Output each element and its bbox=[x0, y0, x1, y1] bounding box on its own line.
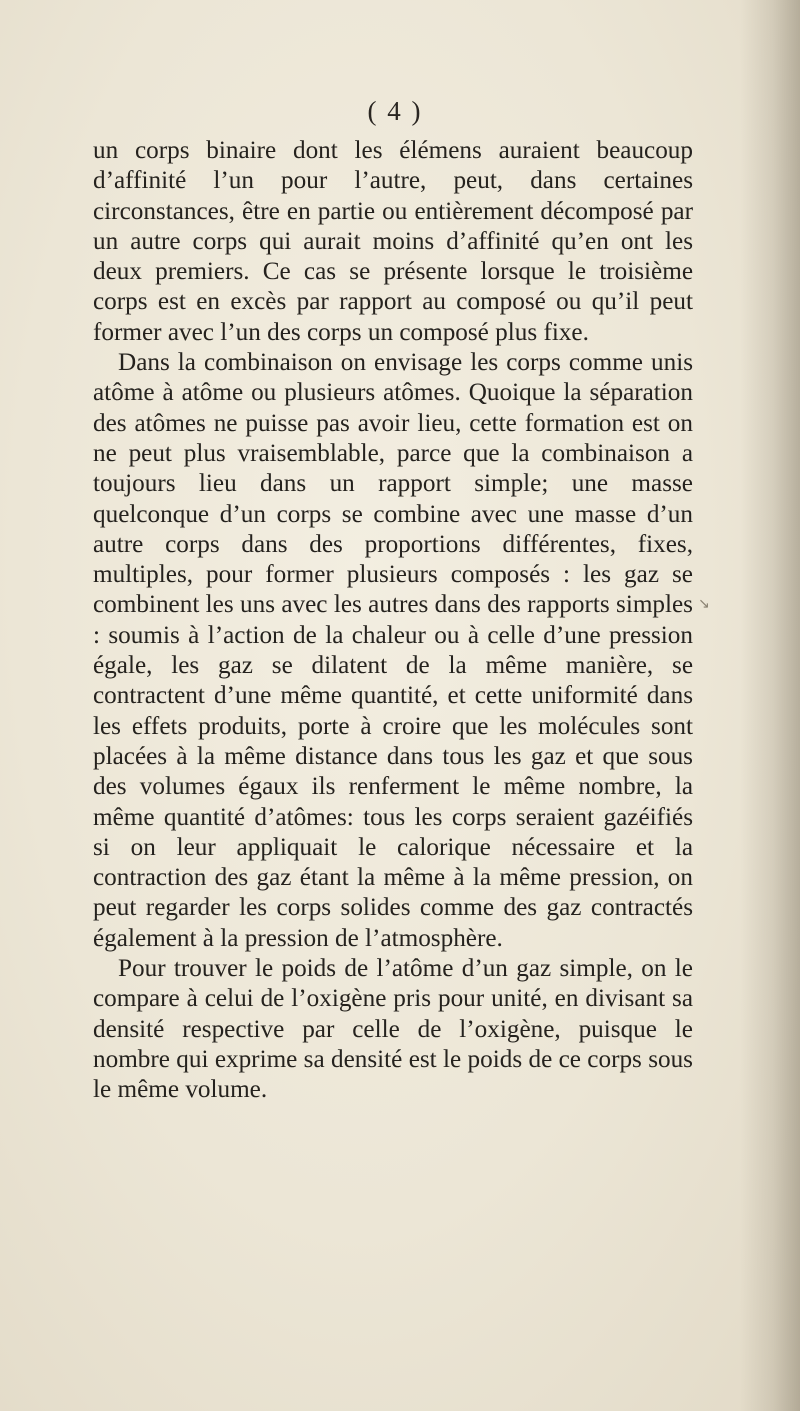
margin-check-mark-icon: ↘ bbox=[698, 596, 710, 612]
page-number: ( 4 ) bbox=[367, 96, 423, 126]
paragraph-combination: Dans la combinaison on envisage les corps comme unis atôme à atôme ou plusieurs atômes. Quoique la séparation des atômes ne puisse pas avoir lieu, cette formation est on ne peut plus vraisemblable, parce que la combinaison a toujours lieu dans un rapport simple; une masse quelconque d’un corps se combine avec une masse d’un autre corps dans des proportions différentes, fixes, multiples, pour former plusieurs composés : les gaz se combinent les uns avec les autres dans des rapports simples : soumis à l’action de la chaleur ou à celle d’une pression égale, les gaz se dilatent de la même manière, se contractent d’une même quantité, et cette uniformité dans les effets produits, porte à croire que les molécules sont placées à la même distance dans tous les gaz et que sous des volumes égaux ils renferment le même nombre, la même quantité d’atômes: tous les corps seraient gazéifiés si on leur appliquait le calorique nécessaire et la contraction des gaz étant la même à la même pression, on peut regarder les corps solides comme des gaz contractés également à la pression de l’atmosphère. bbox=[93, 349, 693, 952]
paragraph-continued: un corps binaire dont les élémens auraient beaucoup d’affinité l’un pour l’autre, peut, dans certaines circonstances, être en partie ou entièrement décomposé par un autre corps qui aurait moins d’affinité qu’en ont les deux premiers. Ce cas se présente lorsque le troisième corps est en excès par rapport au composé ou qu’il peut former avec l’un des corps un composé plus fixe. bbox=[93, 137, 693, 346]
page-body-text bbox=[93, 136, 693, 1106]
paragraph-atom-weight: Pour trouver le poids de l’atôme d’un gaz simple, on le compare à celui de l’oxigène pris pour unité, en divisant sa densité respective par celle de l’oxigène, puisque le nombre qui exprime sa densité est le poids de ce corps sous le même volume. bbox=[93, 955, 693, 1104]
page-edge-shadow bbox=[740, 0, 800, 1411]
